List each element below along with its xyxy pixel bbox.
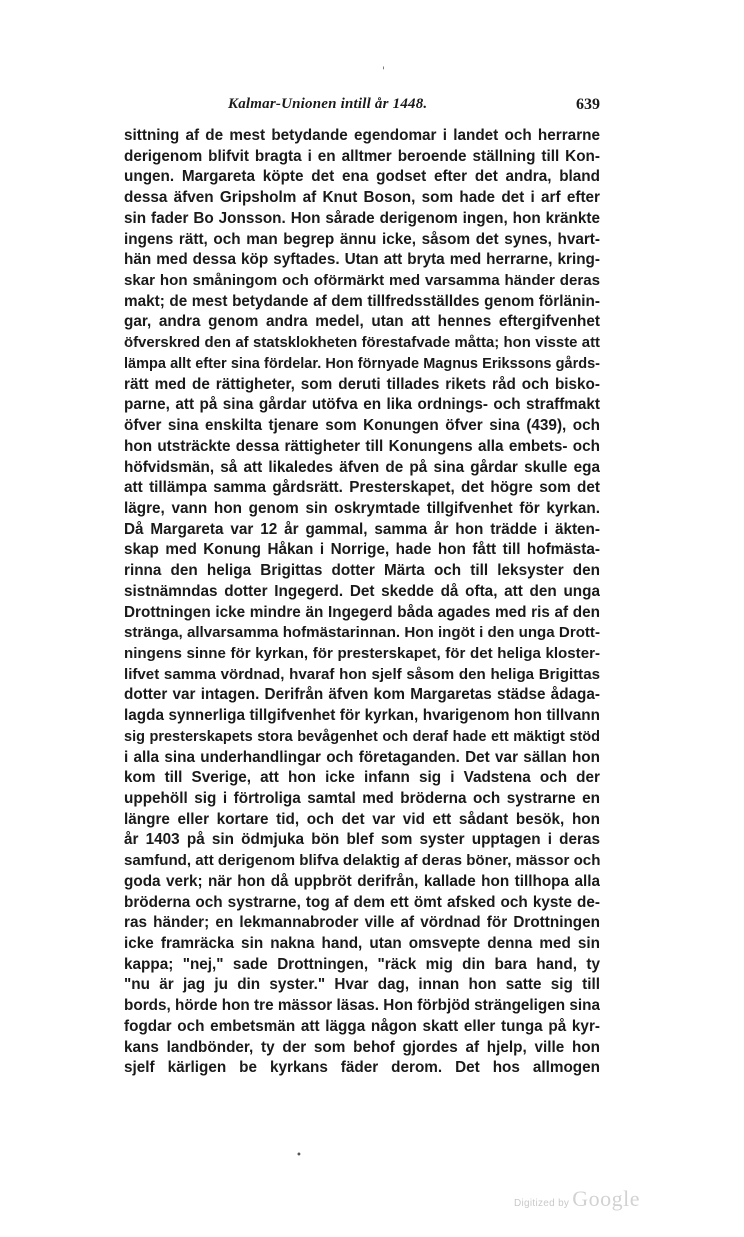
text-line: år 1403 på sin ödmjuka bön blef som syster upptagen i deras bbox=[124, 831, 600, 849]
text-line: gar, andra genom andra medel, utan att hennes eftergifvenhet bbox=[124, 313, 600, 331]
text-line: hän med dessa köp syftades. Utan att bryta med herrarne, kring- bbox=[124, 251, 600, 269]
stray-mark-bottom: • bbox=[296, 1150, 302, 1161]
google-logo: Google bbox=[572, 1186, 640, 1211]
text-line: skap med Konung Håkan i Norrige, hade hon fått till hofmästa- bbox=[124, 541, 600, 559]
text-line: lagda synnerliga tillgifvenhet för kyrkan, hvarigenom hon tillvann bbox=[124, 707, 600, 725]
digitized-by-google-watermark bbox=[514, 1186, 640, 1212]
running-title: Kalmar-Unionen intill år 1448. bbox=[228, 96, 428, 112]
text-line: makt; de mest betydande af dem tillfredsställdes genom förlänin- bbox=[124, 292, 600, 310]
page-number: 639 bbox=[576, 96, 600, 113]
text-line: samfund, att derigenom blifva delaktig af deras böner, mässor och bbox=[124, 852, 600, 870]
text-line: ingens rätt, och man begrep ännu icke, såsom det synes, hvart- bbox=[124, 230, 600, 248]
text-line: rinna den heliga Brigittas dotter Märta och till leksyster den bbox=[124, 562, 600, 580]
text-line: att tillämpa samma gårdsrätt. Presterskapet, det högre som det bbox=[124, 479, 600, 497]
body-text bbox=[124, 126, 600, 1079]
text-line: i alla sina underhandlingar och företaganden. Det var sällan hon bbox=[124, 748, 600, 766]
text-line: ungen. Margareta köpte det ena godset efter det andra, bland bbox=[124, 168, 600, 186]
text-line: bröderna och systrarne, tog af dem ett ömt afsked och kyste de- bbox=[124, 893, 600, 911]
text-line: skar hon småningom och oförmärkt med varsamma händer deras bbox=[124, 272, 600, 290]
text-line: Då Margareta var 12 år gammal, samma år hon trädde i äkten- bbox=[124, 520, 600, 538]
text-line: öfver sina enskilta tjenare som Konungen öfver sina (439), och bbox=[124, 417, 600, 435]
text-line: derigenom blifvit bragta i en alltmer beroende ställning till Kon- bbox=[124, 147, 600, 165]
text-line: dotter var intagen. Derifrån äfven kom Margaretas städse ådaga- bbox=[124, 686, 600, 704]
text-line: parne, att på sina gårdar utöfva en lika ordnings- och straffmakt bbox=[124, 396, 600, 414]
watermark-prefix: Digitized by bbox=[513, 1198, 570, 1209]
text-line: dessa äfven Gripsholm af Knut Boson, som hade det i arf efter bbox=[124, 189, 600, 207]
text-line: ningens sinne för kyrkan, för presterskapet, för det heliga kloster- bbox=[124, 644, 600, 662]
text-line: ras händer; en lekmannabroder ville af vördnad för Drottningen bbox=[124, 914, 600, 932]
text-line: fogdar och embetsmän att lägga någon skatt eller tunga på kyr- bbox=[124, 1017, 600, 1035]
text-line: kans landbönder, ty der som behof gjordes af hjelp, ville hon bbox=[124, 1038, 600, 1056]
text-line: kom till Sverige, att hon icke infann sig i Vadstena och der bbox=[124, 769, 600, 787]
text-line: sig presterskapets stora bevågenhet och deraf hade ett mäktigt stöd bbox=[124, 728, 600, 745]
text-line: sittning af de mest betydande egendomar i landet och herrarne bbox=[124, 127, 600, 144]
text-line: sjelf kärligen be kyrkans fäder derom. Det hos allmogen bbox=[124, 1059, 600, 1077]
text-line: höfvidsmän, så att likaledes äfven de på sina gårdar skulle ega bbox=[124, 458, 600, 476]
text-line: hon utsträckte dessa rättigheter till Konungens alla embets- och bbox=[124, 437, 600, 455]
text-line: öfverskred den af statsklokheten förestafvade måtta; hon visste att bbox=[124, 335, 600, 352]
text-line: bords, hörde hon tre mässor läsas. Hon förbjöd strängeligen sina bbox=[124, 997, 600, 1015]
page-header bbox=[228, 96, 600, 120]
text-line: stränga, allvarsamma hofmästarinnan. Hon ingöt i den unga Drott- bbox=[124, 624, 600, 642]
text-line: Drottningen icke mindre än Ingegerd båda agades med ris af den bbox=[124, 603, 600, 621]
text-line: "nu är jag ju din syster." Hvar dag, innan hon satte sig till bbox=[124, 976, 600, 994]
text-line: rätt med de rättigheter, som deruti tillades rikets råd och bisko- bbox=[124, 375, 600, 393]
stray-mark-top: ' bbox=[382, 66, 385, 77]
text-line: sin fader Bo Jonsson. Hon sårade derigenom ingen, hon kränkte bbox=[124, 209, 600, 227]
text-line: lämpa allt efter sina fördelar. Hon förnyade Magnus Erikssons gårds- bbox=[124, 355, 600, 372]
text-line: kappa; "nej," sade Drottningen, "räck mig din bara hand, ty bbox=[124, 955, 600, 973]
text-line: längre eller kortare tid, och det var vid ett sådant besök, hon bbox=[124, 810, 600, 828]
text-line: lifvet samma vördnad, hvaraf hon sjelf såsom den heliga Brigittas bbox=[124, 665, 600, 683]
text-line: uppehöll sig i förtroliga samtal med bröderna och systrarne en bbox=[124, 790, 600, 807]
text-line: lägre, vann hon genom sin oskrymtade tillgifvenhet för kyrkan. bbox=[124, 499, 600, 517]
text-line: goda verk; när hon då uppbröt derifrån, kallade hon tillhopa alla bbox=[124, 872, 600, 890]
text-line: icke framräcka sin nakna hand, utan omsvepte denna med sin bbox=[124, 935, 600, 953]
text-line: sistnämndas dotter Ingegerd. Det skedde då ofta, att den unga bbox=[124, 582, 600, 600]
